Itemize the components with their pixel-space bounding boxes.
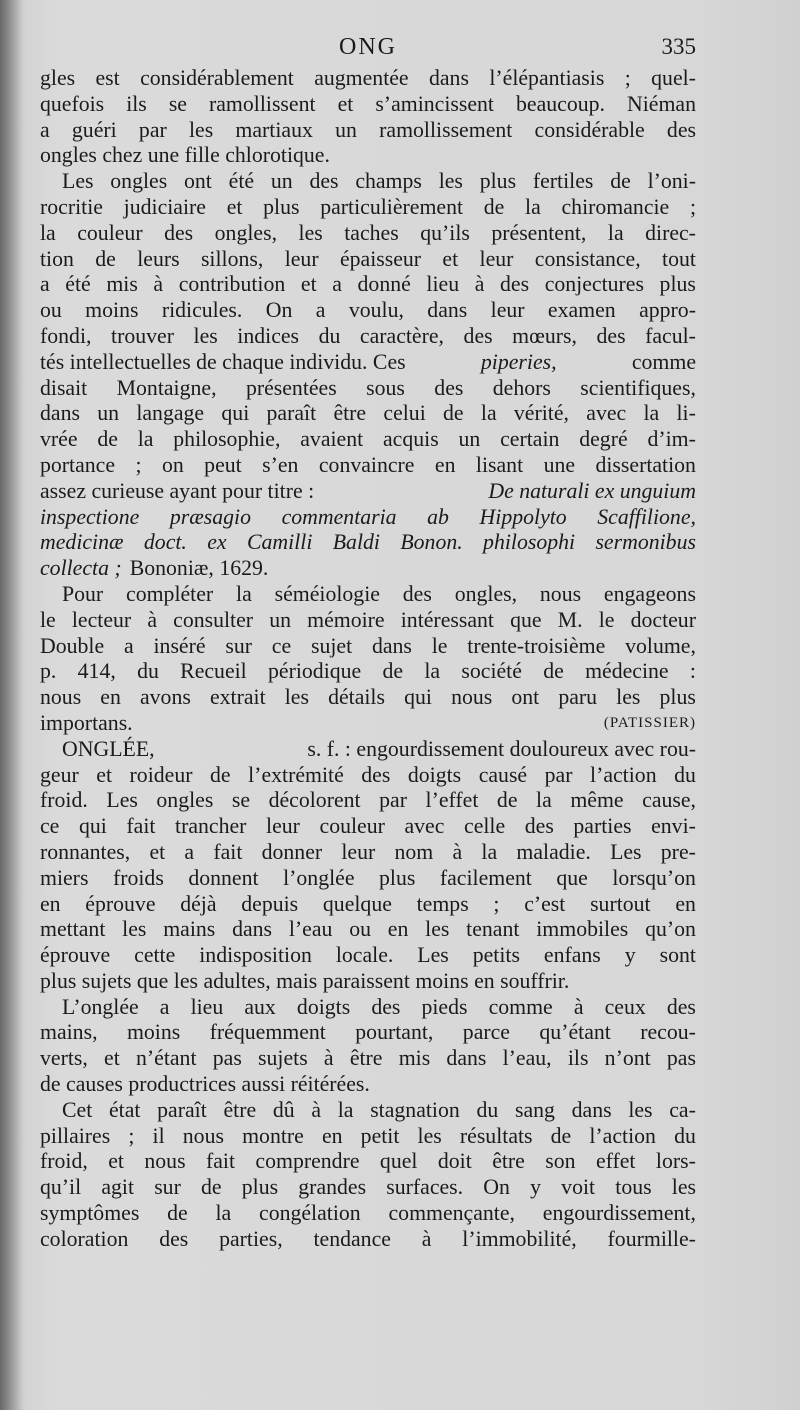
- text-line: quefois ils se ramollissent et s’amincissent beaucoup. Niéman: [40, 91, 696, 116]
- text-line: la couleur des ongles, les taches qu’ils présentent, la direc-: [40, 220, 696, 245]
- text-line: en éprouve déjà depuis quelque temps ; c’est surtout en: [40, 891, 696, 916]
- text-line: symptômes de la congélation commençante, engourdissement,: [40, 1201, 696, 1226]
- text-line: tion de leurs sillons, leur épaisseur et leur consistance, tout: [40, 246, 696, 271]
- text-segment: assez curieuse ayant pour titre :: [40, 478, 315, 503]
- text-line: le lecteur à consulter un mémoire intéressant que M. le docteur: [40, 607, 696, 632]
- text-line: [40, 711, 696, 737]
- text-line: Les ongles ont été un des champs les plus fertiles de l’oni-: [62, 169, 696, 194]
- body-text: [40, 66, 696, 1253]
- entry-headword: ONGLÉE,: [62, 736, 155, 761]
- page-header: [40, 30, 696, 66]
- text-line: mettant les mains dans l’eau ou en les tenant immobiles qu’on: [40, 917, 696, 942]
- text-line: Cet état paraît être dû à la stagnation du sang dans les ca-: [62, 1097, 696, 1122]
- text-line: froid, et nous fait comprendre quel doit être son effet lors-: [40, 1149, 696, 1174]
- spine-shadow: [0, 0, 22, 1410]
- text-line: gles est considérablement augmentée dans l’élépantiasis ; quel-: [40, 66, 696, 90]
- author-signature: (PATISSIER): [603, 714, 696, 731]
- text-line: fondi, trouver les indices du caractère, des mœurs, des facul-: [40, 323, 696, 348]
- text-line: vrée de la philosophie, avaient acquis un certain degré d’im-: [40, 427, 696, 452]
- text-line: disait Montaigne, présentées sous des dehors scientifiques,: [40, 375, 696, 400]
- text-segment: comme: [631, 349, 696, 374]
- text-line: mains, moins fréquemment pourtant, parce qu’étant recou-: [40, 1020, 696, 1045]
- running-head: ONG: [339, 34, 397, 60]
- text-line: dans un langage qui paraît être celui de la vérité, avec la li-: [40, 401, 696, 426]
- italic-title-line: inspectione præsagio commentaria ab Hippolyto Scaffilione,: [40, 504, 696, 529]
- italic-word: piperies,: [480, 349, 557, 374]
- text-line: geur et roideur de l’extrémité des doigts causé par l’action du: [40, 762, 696, 787]
- text-line: éprouve cette indisposition locale. Les petits enfans y sont: [40, 943, 696, 968]
- text-line: p. 414, du Recueil périodique de la société de médecine :: [40, 659, 696, 684]
- text-segment: tés intellectuelles de chaque individu. Ces: [40, 349, 406, 374]
- text-line: [40, 556, 696, 582]
- text-line: [40, 350, 696, 376]
- text-line: plus sujets que les adultes, mais paraissent moins en souffrir.: [40, 968, 570, 993]
- text-line: de causes productrices aussi réitérées.: [40, 1072, 370, 1097]
- text-line: nous en avons extrait les détails qui nous ont paru les plus: [40, 685, 696, 710]
- text-line: qu’il agit sur de plus grandes surfaces. On y voit tous les: [40, 1175, 696, 1200]
- text-line: ongles chez une fille chlorotique.: [40, 143, 330, 168]
- text-line: [40, 479, 696, 505]
- text-line: L’onglée a lieu aux doigts des pieds comme à ceux des: [62, 994, 696, 1019]
- text-line: a guéri par les martiaux un ramollissement considérable des: [40, 117, 696, 142]
- page-number: 335: [661, 34, 696, 59]
- text-line: ou moins ridicules. On a voulu, dans leur examen appro-: [40, 298, 696, 323]
- text-line: Pour compléter la séméiologie des ongles, nous engageons: [62, 581, 696, 606]
- text-line: Double a inséré sur ce sujet dans le trente-troisième volume,: [40, 633, 696, 658]
- text-segment: importans.: [40, 710, 133, 735]
- entry-line: [40, 737, 696, 763]
- text-line: coloration des parties, tendance à l’immobilité, fourmille-: [40, 1226, 696, 1251]
- italic-title: collecta ;: [40, 556, 122, 581]
- text-line: ronnantes, et a fait donner leur nom à la maladie. Les pre-: [40, 839, 696, 864]
- text-line: pillaires ; il nous montre en petit les résultats de l’action du: [40, 1123, 696, 1148]
- text-segment: s. f. : engourdissement douloureux avec rou-: [307, 736, 696, 761]
- italic-title: De naturali ex unguium: [488, 478, 696, 503]
- text-segment: Bononiæ, 1629.: [129, 556, 269, 581]
- text-line: ce qui fait trancher leur couleur avec celle des parties envi-: [40, 814, 696, 839]
- text-line: a été mis à contribution et a donné lieu à des conjectures plus: [40, 272, 696, 297]
- text-line: portance ; on peut s’en convaincre en lisant une dissertation: [40, 452, 696, 477]
- text-line: froid. Les ongles se décolorent par l’effet de la même cause,: [40, 788, 696, 813]
- text-line: miers froids donnent l’onglée plus facilement que lorsqu’on: [40, 865, 696, 890]
- text-line: rocritie judiciaire et plus particulièrement de la chiromancie ;: [40, 194, 696, 219]
- text-line: verts, et n’étant pas sujets à être mis dans l’eau, ils n’ont pas: [40, 1046, 696, 1071]
- italic-title-line: medicinæ doct. ex Camilli Baldi Bonon. philosophi sermonibus: [40, 530, 696, 555]
